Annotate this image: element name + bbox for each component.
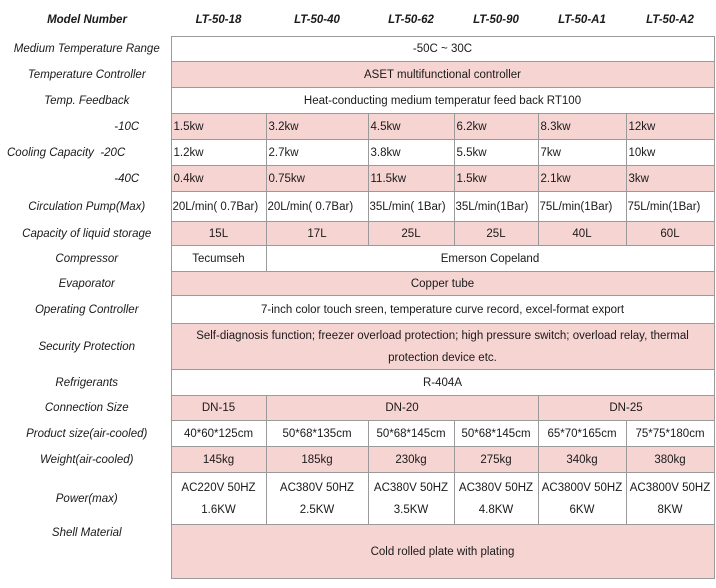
row-label: Medium Temperature Range — [3, 37, 171, 62]
security-line-1: Self-diagnosis function; freezer overload protection; high pressure switch; overload relay, thermal — [196, 329, 689, 342]
power-watts: 3.5KW — [393, 503, 429, 516]
cell-value: 5.5kw — [454, 140, 538, 166]
cell-value: 50*68*145cm — [368, 421, 454, 447]
cell-value — [266, 473, 368, 525]
cell-value: 1.5kw — [171, 114, 266, 140]
model-header: LT-50-A1 — [558, 14, 606, 26]
cooling-temp-label: -40C — [114, 172, 140, 185]
row-liquid-storage — [3, 222, 714, 246]
row-medium-temperature — [3, 37, 714, 62]
row-circulation-pump — [3, 192, 714, 222]
cell-value: 15L — [171, 222, 266, 246]
row-label: Circulation Pump(Max) — [3, 192, 171, 222]
row-compressor — [3, 246, 714, 272]
cell-value — [171, 473, 266, 525]
row-label: Connection Size — [3, 396, 171, 421]
security-line-2: protection device etc. — [388, 351, 497, 364]
cell-value: 35L/min( 1Bar) — [368, 192, 454, 222]
cell-value — [626, 473, 714, 525]
cell-value: 35L/min(1Bar) — [454, 192, 538, 222]
row-product-size — [3, 421, 714, 447]
cell-value: 230kg — [368, 447, 454, 473]
cell-value: 10kw — [626, 140, 714, 166]
cell-value: 275kg — [454, 447, 538, 473]
cell-value: 75L/min(1Bar) — [538, 192, 626, 222]
row-label: Temperature Controller — [3, 62, 171, 88]
cell-value: 20L/min( 0.7Bar) — [266, 192, 368, 222]
cell-value: 17L — [266, 222, 368, 246]
row-label: Refrigerants — [3, 370, 171, 396]
cell-value: 25L — [454, 222, 538, 246]
cell-value: 75*75*180cm — [626, 421, 714, 447]
cell-value: 25L — [368, 222, 454, 246]
cell-value: DN-15 — [171, 396, 266, 421]
row-shell-material — [3, 525, 714, 579]
cell-value: Tecumseh — [171, 246, 266, 272]
cell-value: DN-25 — [538, 396, 714, 421]
cell-value: 50*68*145cm — [454, 421, 538, 447]
cell-value: Heat-conducting medium temperatur feed back RT100 — [171, 88, 714, 114]
cooling-capacity-label: Cooling Capacity — [7, 146, 94, 159]
row-power — [3, 473, 714, 525]
row-weight — [3, 447, 714, 473]
row-label: Temp. Feedback — [3, 88, 171, 114]
model-header: LT-50-90 — [473, 14, 519, 26]
cell-value: -50C ~ 30C — [171, 37, 714, 62]
row-label: Compressor — [3, 246, 171, 272]
cell-value: 8.3kw — [538, 114, 626, 140]
cell-value: Emerson Copeland — [266, 246, 714, 272]
row-label: Evaporator — [3, 272, 171, 296]
cell-value: 185kg — [266, 447, 368, 473]
cell-value: 340kg — [538, 447, 626, 473]
row-label: Shell Material — [3, 525, 171, 579]
cell-value — [171, 324, 714, 370]
cell-value: 11.5kw — [368, 166, 454, 192]
row-label — [3, 140, 171, 166]
power-watts: 6KW — [569, 503, 595, 516]
cell-value: 20L/min( 0.7Bar) — [171, 192, 266, 222]
cell-value: R-404A — [171, 370, 714, 396]
row-label: Operating Controller — [3, 296, 171, 324]
cell-value: 50*68*135cm — [266, 421, 368, 447]
row-label — [3, 114, 171, 140]
row-label: Power(max) — [3, 473, 171, 525]
row-connection-size — [3, 396, 714, 421]
cell-value: 0.4kw — [171, 166, 266, 192]
cooling-temp-label: -20C — [100, 146, 126, 159]
cell-value: 3.2kw — [266, 114, 368, 140]
row-security-protection — [3, 324, 714, 370]
model-header: LT-50-62 — [388, 14, 434, 26]
row-label: Capacity of liquid storage — [3, 222, 171, 246]
cell-value: 40L — [538, 222, 626, 246]
row-cooling-40c — [3, 166, 714, 192]
cell-value: 145kg — [171, 447, 266, 473]
power-voltage: AC3800V 50HZ — [541, 481, 623, 494]
cell-value: 4.5kw — [368, 114, 454, 140]
cell-value: 75L/min(1Bar) — [626, 192, 714, 222]
cell-value: 2.7kw — [266, 140, 368, 166]
row-label: Product size(air-cooled) — [3, 421, 171, 447]
power-voltage: AC380V 50HZ — [458, 481, 534, 494]
power-watts: 1.6KW — [201, 503, 236, 516]
row-label: Weight(air-cooled) — [3, 447, 171, 473]
row-label — [3, 166, 171, 192]
cell-value — [538, 473, 626, 525]
model-header: LT-50-A2 — [646, 14, 694, 26]
row-cooling-20c — [3, 140, 714, 166]
cell-value: 7-inch color touch sreen, temperature curve record, excel-format export — [171, 296, 714, 324]
cell-value: 0.75kw — [266, 166, 368, 192]
cell-value — [368, 473, 454, 525]
power-watts: 2.5KW — [299, 503, 335, 516]
row-label: Security Protection — [3, 324, 171, 370]
cell-value: Copper tube — [171, 272, 714, 296]
cell-value: 12kw — [626, 114, 714, 140]
power-watts: 8KW — [657, 503, 683, 516]
power-voltage: AC380V 50HZ — [279, 481, 355, 494]
model-header: LT-50-18 — [195, 14, 242, 26]
spec-table — [3, 14, 715, 579]
power-voltage: AC3800V 50HZ — [629, 481, 711, 494]
cell-value: 380kg — [626, 447, 714, 473]
cell-value: 6.2kw — [454, 114, 538, 140]
cell-value: DN-20 — [266, 396, 538, 421]
row-cooling-10c — [3, 114, 714, 140]
power-watts: 4.8KW — [478, 503, 514, 516]
cell-value: Cold rolled plate with plating — [171, 525, 714, 579]
model-number-label: Model Number — [47, 14, 127, 26]
header-row — [3, 14, 714, 37]
cell-value: 40*60*125cm — [171, 421, 266, 447]
row-operating-controller — [3, 296, 714, 324]
cell-value: 7kw — [538, 140, 626, 166]
power-voltage: AC380V 50HZ — [373, 481, 449, 494]
row-temp-feedback — [3, 88, 714, 114]
cell-value: 3kw — [626, 166, 714, 192]
cell-value: 1.2kw — [171, 140, 266, 166]
cell-value — [454, 473, 538, 525]
row-refrigerants — [3, 370, 714, 396]
cell-value: 3.8kw — [368, 140, 454, 166]
model-header: LT-50-40 — [294, 14, 340, 26]
cell-value: 1.5kw — [454, 166, 538, 192]
cell-value: 2.1kw — [538, 166, 626, 192]
cell-value: 60L — [626, 222, 714, 246]
cell-value: ASET multifunctional controller — [171, 62, 714, 88]
cell-value: 65*70*165cm — [538, 421, 626, 447]
row-temperature-controller — [3, 62, 714, 88]
power-voltage: AC220V 50HZ — [181, 481, 256, 494]
row-evaporator — [3, 272, 714, 296]
cooling-temp-label: -10C — [114, 120, 140, 133]
